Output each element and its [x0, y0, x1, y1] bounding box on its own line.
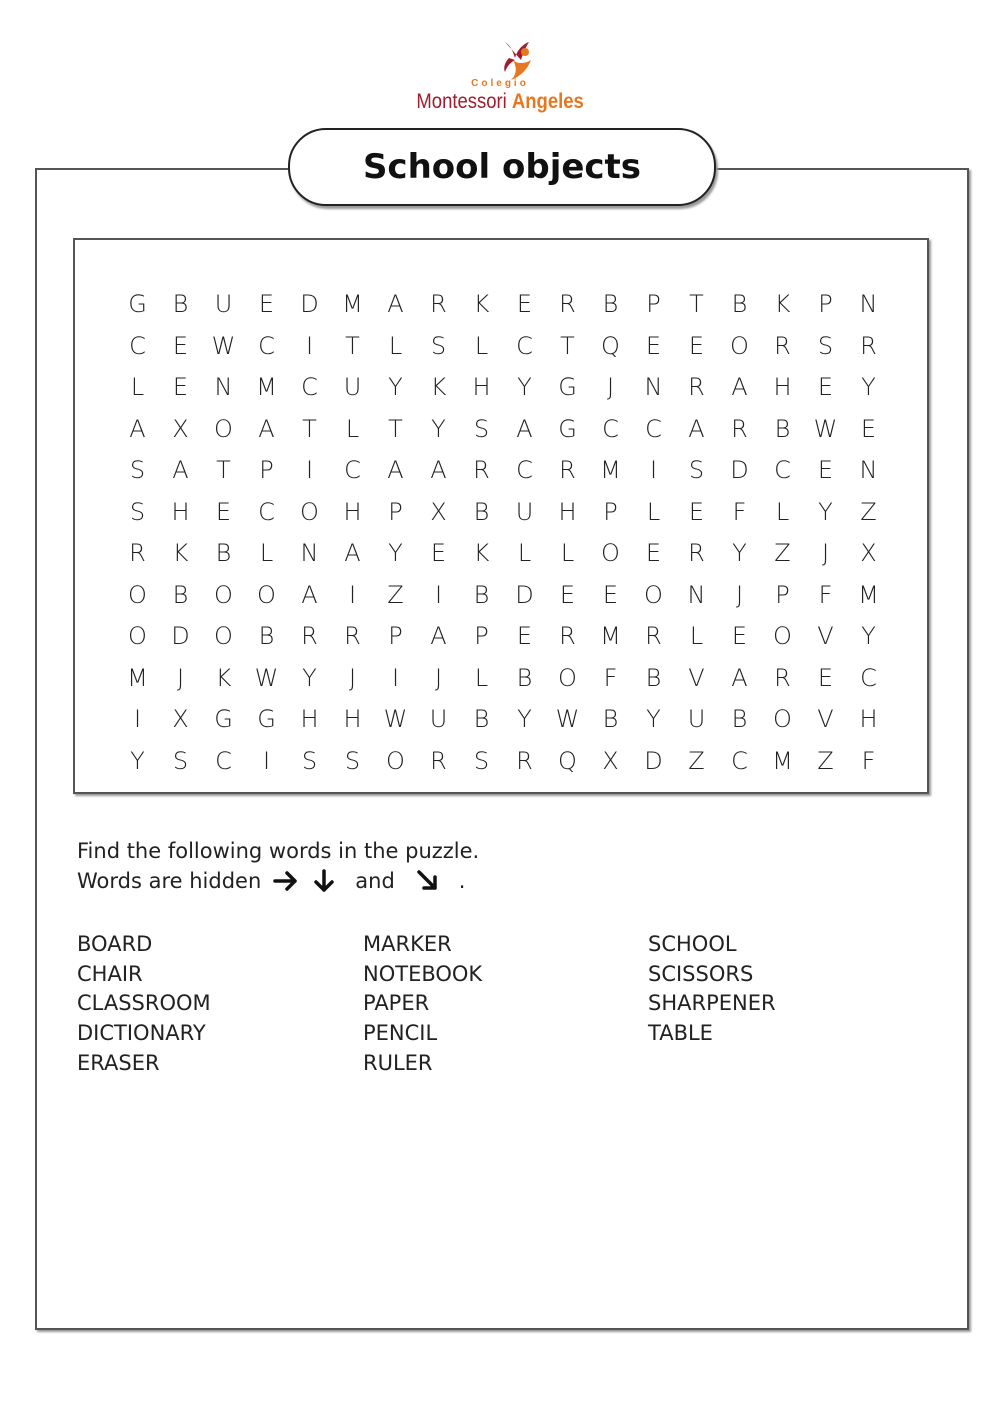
grid-letter: K — [430, 373, 447, 401]
grid-letter: P — [603, 497, 618, 526]
grid-letter: U — [343, 373, 362, 401]
grid-letter: M — [342, 290, 363, 318]
grid-letter: D — [644, 746, 663, 775]
grid-letter: J — [821, 539, 830, 567]
word-list-item: CHAIR — [77, 961, 143, 986]
grid-letter: A — [301, 580, 318, 609]
grid-letter: G — [128, 290, 147, 318]
grid-letter: P — [775, 580, 790, 609]
grid-letter: E — [688, 331, 705, 360]
grid-letter: E — [817, 663, 834, 692]
grid-letter: J — [348, 663, 357, 692]
arrow-right-icon — [271, 869, 301, 893]
grid-letter: J — [434, 663, 443, 692]
grid-letter: B — [516, 663, 533, 692]
grid-letter: D — [515, 580, 534, 609]
grid-letter: O — [257, 580, 276, 609]
grid-letter: D — [300, 290, 319, 318]
grid-letter: N — [859, 290, 878, 318]
grid-letter: O — [386, 746, 405, 775]
grid-letter: L — [775, 497, 790, 526]
grid-letter: L — [474, 331, 489, 360]
grid-letter: O — [601, 539, 620, 567]
grid-letter: Y — [388, 373, 403, 401]
word-list-item: NOTEBOOK — [363, 961, 483, 986]
grid-letter: R — [731, 414, 748, 443]
grid-letter: W — [813, 414, 838, 443]
grid-letter: M — [600, 456, 621, 484]
grid-letter: S — [172, 746, 189, 775]
grid-letter: R — [688, 539, 705, 567]
word-list-item: BOARD — [77, 932, 153, 956]
grid-letter: P — [474, 622, 489, 650]
grid-letter: E — [430, 539, 447, 567]
grid-letter: R — [774, 663, 791, 692]
logo-subtitle: Colegio — [471, 78, 529, 89]
grid-letter: C — [516, 331, 533, 360]
grid-letter: I — [434, 580, 443, 609]
grid-letter: L — [646, 497, 661, 526]
grid-letter: B — [172, 580, 189, 609]
grid-letter: O — [300, 497, 319, 526]
grid-letter: V — [817, 705, 834, 733]
instructions-line1: Find the following words in the puzzle. — [77, 839, 480, 863]
grid-letter: K — [774, 290, 791, 318]
word-list-item: SHARPENER — [648, 991, 776, 1016]
word-search-grid — [116, 284, 890, 782]
instructions — [77, 836, 479, 896]
grid-letter: E — [516, 622, 533, 650]
grid-letter: P — [646, 290, 661, 318]
grid-letter: I — [305, 331, 314, 360]
grid-letter: R — [129, 539, 146, 567]
grid-letter: Y — [861, 622, 876, 650]
grid-letter: Y — [302, 663, 317, 692]
grid-letter: Q — [601, 331, 620, 360]
grid-letter: N — [687, 580, 706, 609]
grid-letter: O — [730, 331, 749, 360]
grid-letter: T — [216, 456, 231, 484]
grid-letter: G — [257, 705, 276, 733]
grid-letter: Y — [130, 746, 145, 775]
grid-letter: M — [256, 373, 277, 401]
grid-letter: H — [859, 705, 878, 733]
instructions-prefix: Words are hidden — [77, 869, 262, 893]
grid-letter: T — [388, 414, 403, 443]
grid-letter: P — [818, 290, 833, 318]
grid-letter: O — [214, 580, 233, 609]
grid-letter: L — [130, 373, 145, 401]
logo-word-montessori: Montessori — [416, 90, 507, 113]
grid-letter: Z — [860, 497, 877, 526]
grid-letter: B — [602, 705, 619, 733]
grid-letter: A — [731, 663, 748, 692]
grid-letter: A — [344, 539, 361, 567]
grid-letter: H — [773, 373, 792, 401]
instructions-period: . — [458, 869, 466, 893]
grid-letter: M — [858, 580, 879, 609]
grid-letter: L — [345, 414, 360, 443]
word-list-item: PAPER — [363, 991, 430, 1016]
grid-letter: R — [430, 746, 447, 775]
grid-letter: E — [602, 580, 619, 609]
grid-letter: H — [558, 497, 577, 526]
grid-letter: I — [649, 456, 658, 484]
word-list-item: MARKER — [363, 932, 452, 956]
grid-letter: P — [388, 622, 403, 650]
grid-letter: A — [430, 456, 447, 484]
grid-letter: C — [301, 373, 318, 401]
grid-letter: C — [774, 456, 791, 484]
grid-letter: S — [817, 331, 834, 360]
word-list-item: PENCIL — [363, 1021, 438, 1046]
grid-letter: B — [172, 290, 189, 318]
word-list-column — [77, 930, 363, 1078]
grid-letter: A — [387, 290, 404, 318]
grid-letter: R — [559, 290, 576, 318]
grid-letter: X — [860, 539, 877, 567]
arrow-down-icon — [309, 869, 339, 893]
grid-letter: C — [645, 414, 662, 443]
grid-letter: B — [473, 497, 490, 526]
grid-letter: E — [817, 456, 834, 484]
grid-letter: Z — [817, 746, 834, 775]
grid-letter: I — [305, 456, 314, 484]
grid-letter: E — [172, 331, 189, 360]
grid-letter: B — [731, 705, 748, 733]
grid-letter: B — [602, 290, 619, 318]
grid-letter: I — [262, 746, 271, 775]
word-list-item: SCISSORS — [648, 961, 754, 986]
grid-letter: E — [645, 331, 662, 360]
grid-letter: C — [344, 456, 361, 484]
grid-letter: A — [129, 414, 146, 443]
word-list-column — [363, 930, 648, 1078]
grid-letter: H — [171, 497, 190, 526]
grid-letter: O — [214, 622, 233, 650]
word-list-item: TABLE — [648, 1021, 713, 1046]
grid-letter: B — [731, 290, 748, 318]
grid-letter: B — [645, 663, 662, 692]
grid-letter: E — [215, 497, 232, 526]
grid-letter: C — [602, 414, 619, 443]
grid-letter: G — [214, 705, 233, 733]
grid-letter: T — [345, 331, 360, 360]
grid-letter: M — [772, 746, 793, 775]
grid-letter: U — [429, 705, 448, 733]
grid-letter: J — [176, 663, 185, 692]
grid-letter: S — [129, 456, 146, 484]
grid-letter: Y — [818, 497, 833, 526]
grid-letter: F — [818, 580, 833, 609]
grid-letter: O — [773, 705, 792, 733]
grid-letter: U — [515, 497, 534, 526]
grid-letter: H — [472, 373, 491, 401]
grid-letter: R — [860, 331, 877, 360]
grid-letter: R — [344, 622, 361, 650]
grid-letter: Z — [688, 746, 705, 775]
logo-name — [416, 90, 583, 114]
grid-letter: M — [127, 663, 148, 692]
grid-letter: E — [559, 580, 576, 609]
grid-letter: D — [171, 622, 190, 650]
grid-letter: F — [861, 746, 876, 775]
grid-letter: A — [172, 456, 189, 484]
grid-letter: K — [473, 539, 490, 567]
grid-letter: F — [732, 497, 747, 526]
grid-letter: L — [259, 539, 274, 567]
logo-word-angeles: Angeles — [511, 90, 584, 113]
grid-letter: B — [774, 414, 791, 443]
grid-letter: Y — [732, 539, 747, 567]
grid-letter: E — [645, 539, 662, 567]
grid-letter: L — [474, 663, 489, 692]
grid-letter: A — [430, 622, 447, 650]
grid-letter: N — [214, 373, 233, 401]
grid-letter: P — [388, 497, 403, 526]
grid-letter: O — [128, 580, 147, 609]
grid-letter: R — [688, 373, 705, 401]
grid-letter: A — [387, 456, 404, 484]
grid-letter: E — [688, 497, 705, 526]
grid-letter: W — [211, 331, 236, 360]
grid-letter: Y — [517, 705, 532, 733]
grid-letter: Z — [774, 539, 791, 567]
grid-letter: E — [731, 622, 748, 650]
instructions-and: and — [355, 869, 395, 893]
grid-letter: I — [348, 580, 357, 609]
grid-letter: C — [129, 331, 146, 360]
grid-letter: S — [344, 746, 361, 775]
word-list-item: DICTIONARY — [77, 1021, 206, 1046]
grid-letter: L — [388, 331, 403, 360]
word-list-item: ERASER — [77, 1050, 160, 1075]
grid-letter: Y — [517, 373, 532, 401]
grid-letter: S — [301, 746, 318, 775]
grid-letter: B — [258, 622, 275, 650]
grid-letter: W — [254, 663, 279, 692]
title-banner — [288, 128, 716, 206]
grid-letter: M — [600, 622, 621, 650]
grid-letter: U — [687, 705, 706, 733]
grid-letter: H — [343, 497, 362, 526]
grid-letter: A — [731, 373, 748, 401]
grid-letter: K — [172, 539, 189, 567]
grid-letter: E — [172, 373, 189, 401]
grid-letter: E — [516, 290, 533, 318]
grid-letter: R — [516, 746, 533, 775]
grid-letter: E — [258, 290, 275, 318]
grid-letter: J — [606, 373, 615, 401]
grid-letter: N — [300, 539, 319, 567]
grid-letter: W — [555, 705, 580, 733]
grid-letter: L — [560, 539, 575, 567]
grid-letter: I — [391, 663, 400, 692]
grid-letter: L — [689, 622, 704, 650]
grid-letter: K — [473, 290, 490, 318]
grid-letter: C — [516, 456, 533, 484]
grid-letter: D — [730, 456, 749, 484]
grid-letter: S — [473, 746, 490, 775]
grid-letter: X — [602, 746, 619, 775]
word-list — [77, 930, 933, 1078]
grid-letter: Y — [861, 373, 876, 401]
instructions-line2 — [77, 866, 479, 896]
grid-letter: S — [473, 414, 490, 443]
grid-letter: R — [430, 290, 447, 318]
grid-letter: E — [860, 414, 877, 443]
grid-letter: Z — [387, 580, 404, 609]
grid-letter: C — [258, 331, 275, 360]
word-list-item: SCHOOL — [648, 932, 737, 956]
grid-letter: Y — [431, 414, 446, 443]
grid-letter: R — [559, 622, 576, 650]
grid-letter: X — [430, 497, 447, 526]
grid-letter: R — [559, 456, 576, 484]
grid-letter: A — [516, 414, 533, 443]
page-title: School objects — [362, 147, 642, 187]
grid-letter: C — [215, 746, 232, 775]
grid-letter: R — [301, 622, 318, 650]
grid-letter: F — [603, 663, 618, 692]
grid-letter: O — [558, 663, 577, 692]
grid-letter: R — [774, 331, 791, 360]
grid-letter: R — [645, 622, 662, 650]
grid-letter: C — [731, 746, 748, 775]
grid-letter: L — [517, 539, 532, 567]
grid-letter: A — [688, 414, 705, 443]
grid-letter: O — [773, 622, 792, 650]
school-logo — [405, 38, 595, 120]
word-list-item: RULER — [363, 1050, 433, 1075]
grid-letter: A — [258, 414, 275, 443]
grid-letter: T — [302, 414, 317, 443]
grid-letter: T — [560, 331, 575, 360]
grid-letter: Y — [646, 705, 661, 733]
grid-letter: C — [860, 663, 877, 692]
grid-letter: P — [259, 456, 274, 484]
grid-letter: K — [215, 663, 232, 692]
grid-letter: Y — [388, 539, 403, 567]
grid-letter: V — [817, 622, 834, 650]
grid-letter: O — [128, 622, 147, 650]
grid-letter: N — [859, 456, 878, 484]
grid-letter: G — [558, 414, 577, 443]
grid-letter: W — [383, 705, 408, 733]
grid-letter: H — [300, 705, 319, 733]
grid-letter: Q — [558, 746, 577, 775]
grid-letter: G — [558, 373, 577, 401]
grid-letter: S — [430, 331, 447, 360]
word-list-item: CLASSROOM — [77, 991, 211, 1016]
grid-letter: S — [129, 497, 146, 526]
grid-letter: S — [688, 456, 705, 484]
grid-letter: I — [133, 705, 142, 733]
grid-letter: H — [343, 705, 362, 733]
grid-letter: J — [735, 580, 744, 609]
grid-letter: U — [214, 290, 233, 318]
arrow-diagonal-down-right-icon — [413, 869, 443, 893]
grid-letter: B — [215, 539, 232, 567]
grid-letter: V — [688, 663, 705, 692]
word-list-column — [648, 930, 933, 1078]
grid-letter: B — [473, 705, 490, 733]
grid-letter: R — [473, 456, 490, 484]
grid-letter: N — [644, 373, 663, 401]
grid-letter: B — [473, 580, 490, 609]
grid-letter: O — [644, 580, 663, 609]
grid-letter: T — [689, 290, 704, 318]
grid-letter: C — [258, 497, 275, 526]
grid-letter: E — [817, 373, 834, 401]
grid-letter: X — [172, 705, 189, 733]
grid-letter: O — [214, 414, 233, 443]
grid-letter: X — [172, 414, 189, 443]
